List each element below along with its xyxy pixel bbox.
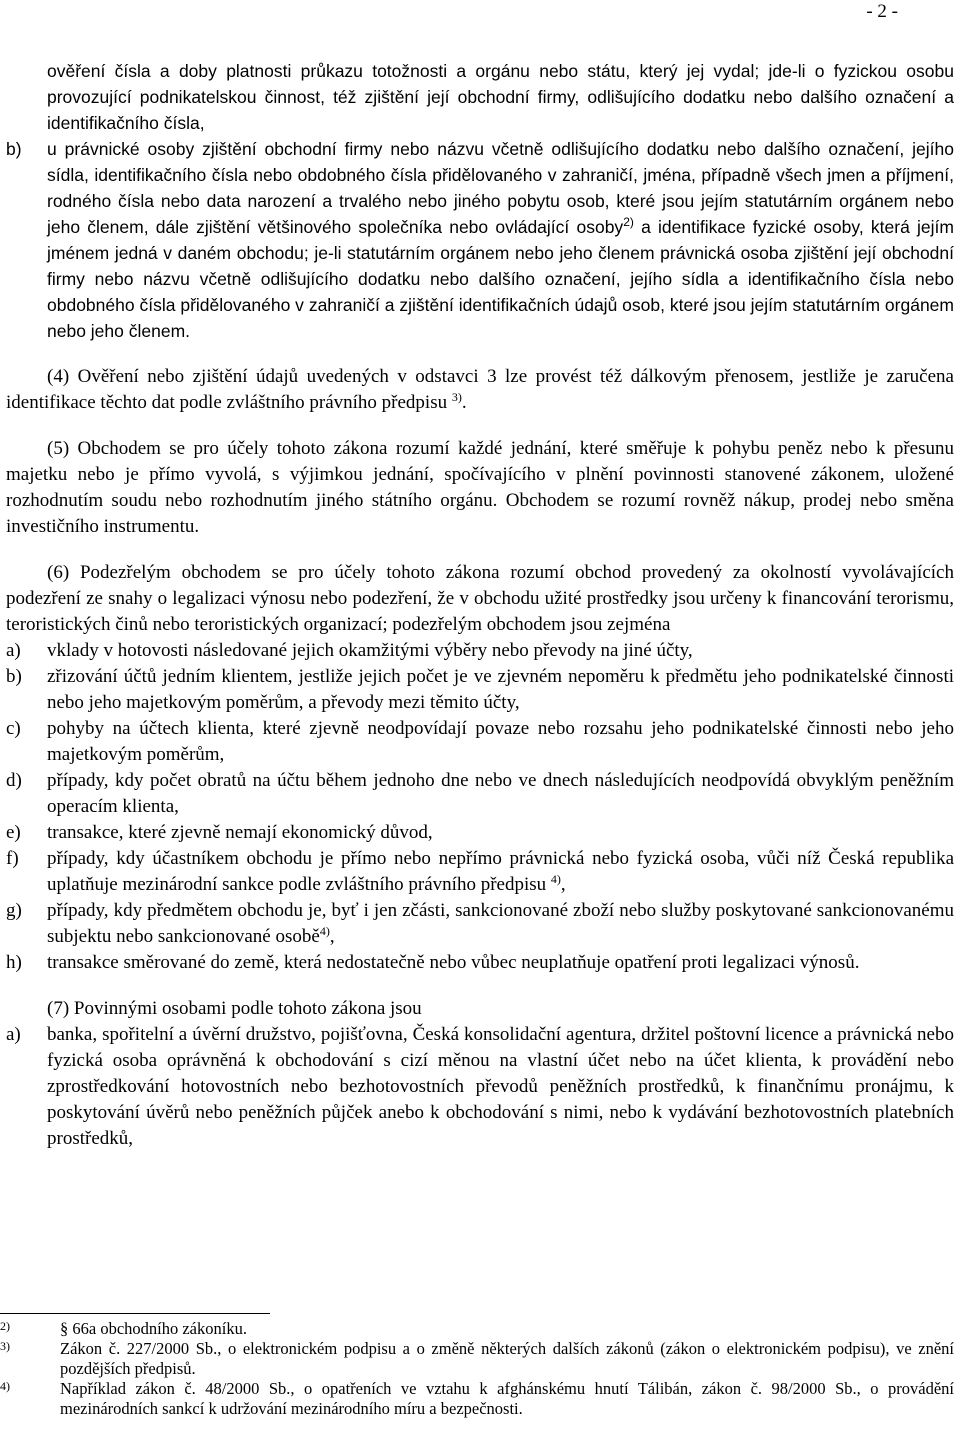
list-text	[47, 898, 954, 950]
footnote-mark: 2)	[0, 1319, 10, 1333]
list-item-e	[6, 820, 954, 846]
footnotes	[0, 1319, 954, 1419]
list-text-part: případy, kdy účastníkem obchodu je přímo nebo nepřímo právnická nebo fyzická osoba, vůči níž Česká republika uplatňuje mezinárodní sankce podle zvláštního právního předpisu	[47, 848, 954, 895]
list-text: zřizování účtů jedním klientem, jestliže jejich počet je ve zjevném nepoměru k předmětu jeho podnikatelské činnosti nebo jeho majetkovým poměrům, a převody mezi těmito účty,	[47, 666, 954, 713]
list-text: vklady v hotovosti následované jejich okamžitými výběry nebo převody na jiné účty,	[47, 640, 693, 661]
footnote-2	[0, 1319, 954, 1339]
footnote-ref[interactable]: 3)	[451, 390, 462, 404]
list-label: a)	[6, 1024, 21, 1045]
footnote-ref[interactable]: 4)	[550, 872, 561, 886]
list-item-b2	[6, 664, 954, 716]
paragraph-5: (5) Obchodem se pro účely tohoto zákona rozumí každé jednání, které směřuje k pohybu peněz nebo k přesunu majetku nebo je přímo vyvolá, s výjimkou jednání, spočívajícího v plnění povinnosti stanovené zákonem, uložené rozhodnutím soudu nebo rozhodnutím jiného státního orgánu. Obchodem se rozumí rovněž nákup, prodej nebo směna investičního instrumentu.	[6, 438, 954, 537]
list-label: c)	[6, 718, 21, 739]
footnote-divider	[0, 1313, 270, 1314]
paragraph-7: (7) Povinnými osobami podle tohoto zákona jsou	[47, 998, 422, 1019]
list-item-f	[6, 846, 954, 898]
paragraph-6: (6) Podezřelým obchodem se pro účely tohoto zákona rozumí obchod provedený za okolností vyvolávajících podezření ze snahy o legalizaci výnosu nebo podezření, že v obchodu užité prostředky jsou určeny k financování terorismu, teroristických činů nebo teroristických organizací; podezřelým obchodem jsou zejména	[6, 562, 954, 635]
paragraph-4	[6, 364, 954, 416]
list-text-part: a identifikace fyzické osoby, která jejím jménem jedná v daném obchodu; je-li statutárním orgánem nebo jeho členem právnická osoba zjištění její obchodní firmy nebo názvu včetně odlišujícího dodatku nebo dalšího označení, jejího sídla a identifikačního čísla nebo obdobného čísla přidělovaného v zahraničí a zjištění identifikačních údajů osob, které jsou jejím statutárním orgánem nebo jeho členem.	[47, 217, 954, 341]
footnote-mark: 3)	[0, 1339, 10, 1353]
list-label: b)	[6, 666, 22, 687]
list-text	[47, 136, 954, 344]
footnote-text: § 66a obchodního zákoníku.	[60, 1319, 247, 1338]
list-label: g)	[6, 900, 22, 921]
list-text-part: u právnické osoby zjištění obchodní firmy nebo názvu včetně odlišujícího dodatku nebo dalšího označení, jejího sídla, identifikačního čísla nebo obdobného čísla přidělovaného v zahraničí, jména, případně všech jmen a příjmení, rodného čísla nebo data narození a trvalého nebo jiného pobytu osob, které jsou jejím statutárním orgánem nebo jeho členem, dále zjištění většinového společníka nebo ovládající osoby	[47, 139, 954, 237]
list-item-b	[6, 136, 954, 344]
list-item-c	[6, 716, 954, 768]
footnote-text: Zákon č. 227/2000 Sb., o elektronickém podpisu a o změně některých dalších zákonů (zákon o elektronickém podpisu), ve znění pozdějších předpisů.	[60, 1339, 954, 1378]
list-text: banka, spořitelní a úvěrní družstvo, pojišťovna, Česká konsolidační agentura, držitel poštovní licence a právnická nebo fyzická osoba oprávněná k obchodování s cizí měnou na vlastní účet nebo na účet klienta, k provádění nebo zprostředkování hotovostních nebo bezhotovostních převodů peněžních prostředků, k finančnímu pronájmu, k poskytování úvěrů nebo peněžních půjček anebo k obchodování s nimi, nebo k vydávání bezhotovostních platebních prostředků,	[47, 1024, 954, 1149]
list-text: transakce, které zjevně nemají ekonomický důvod,	[47, 822, 433, 843]
intro-continuation: ověření čísla a doby platnosti průkazu totožnosti a orgánu nebo státu, který jej vydal; jde-li o fyzickou osobu provozující podnikatelskou činnost, též zjištění její obchodní firmy, odlišujícího dodatku nebo dalšího označení a identifikačního čísla,	[47, 61, 954, 133]
list-label: e)	[6, 822, 21, 843]
list-text: případy, kdy počet obratů na účtu během jednoho dne nebo ve dnech následujících neodpovídá obvyklým peněžním operacím klienta,	[47, 770, 954, 817]
footnote-3	[0, 1339, 954, 1379]
list-item-d	[6, 768, 954, 820]
paragraph-text: (4) Ověření nebo zjištění údajů uvedených v odstavci 3 lze provést též dálkovým přenosem, jestliže je zaručena identifikace těchto dat podle zvláštního právního předpisu	[6, 366, 954, 413]
list-item-7a	[6, 1022, 954, 1152]
footnote-ref[interactable]: 4)	[319, 924, 330, 938]
list-label: f)	[6, 848, 19, 869]
footnote-mark: 4)	[0, 1379, 10, 1393]
footnote-ref[interactable]: 2)	[623, 215, 634, 229]
list-item-a	[6, 638, 954, 664]
list-text: pohyby na účtech klienta, které zjevně neodpovídají povaze nebo rozsahu jeho podnikatelské činnosti nebo jeho majetkovým poměrům,	[47, 718, 954, 765]
list-text: transakce směrované do země, která nedostatečně nebo vůbec neuplatňuje opatření proti legalizaci výnosů.	[47, 952, 860, 973]
list-label: b)	[6, 139, 22, 159]
document-body	[6, 58, 954, 1152]
list-label: a)	[6, 640, 21, 661]
list-label: d)	[6, 770, 22, 791]
list-text	[47, 846, 954, 898]
list-label: h)	[6, 952, 22, 973]
list-text-tail: ,	[560, 874, 566, 895]
footnote-4	[0, 1379, 954, 1419]
page-number: - 2 -	[866, 1, 898, 22]
list-item-g	[6, 898, 954, 950]
footnote-text: Například zákon č. 48/2000 Sb., o opatřeních ve vztahu k afghánskému hnutí Tálibán, zákon č. 98/2000 Sb., o provádění mezinárodních sankcí k udržování mezinárodního míru a bezpečnosti.	[60, 1379, 954, 1418]
list-item-h	[6, 950, 954, 976]
paragraph-tail: .	[461, 392, 467, 413]
list-text-tail: ,	[329, 926, 335, 947]
list-text-part: případy, kdy předmětem obchodu je, byť i jen zčásti, sankcionované zboží nebo služby poskytované sankcionovanému subjektu nebo sankcionované osobě	[47, 900, 954, 947]
